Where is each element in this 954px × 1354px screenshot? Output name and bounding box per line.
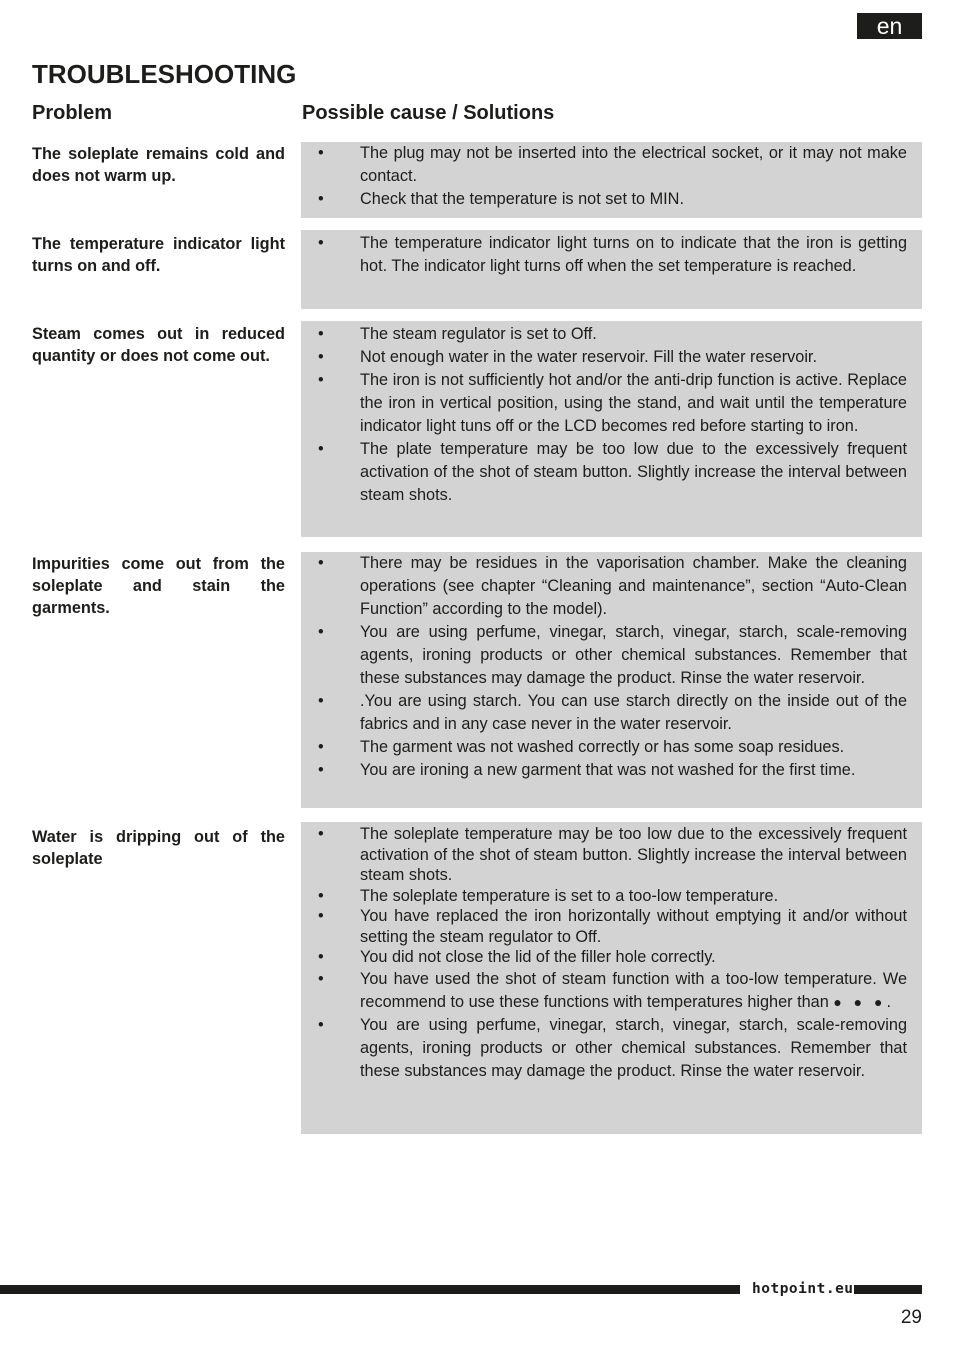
solutions-box <box>301 822 922 1134</box>
solution-item: • Not enough water in the water reservoir. Fill the water reservoir. <box>360 346 907 369</box>
solution-item: • The garment was not washed correctly or has some soap residues. <box>360 736 907 759</box>
problem-text: Steam comes out in reduced quantity or does not come out. <box>32 325 285 365</box>
solution-item: • The temperature indicator light turns on to indicate that the iron is getting hot. The indicator light turns off when the set temperature is reached. <box>360 232 907 278</box>
solution-item: • The plug may not be inserted into the electrical socket, or it may not make contact. <box>360 142 907 188</box>
solution-item: • You are using perfume, vinegar, starch, vinegar, starch, scale-removing agents, ironing products or other chemical substances. Remember that these substances may damage the product. Rinse the water reservoir. <box>360 621 907 690</box>
solution-item: • .You are using starch. You can use starch directly on the inside out of the fabrics and in any case never in the water reservoir. <box>360 690 907 736</box>
cause-column-heading: Possible cause / Solutions <box>302 102 555 124</box>
solutions-box <box>301 230 922 309</box>
solution-text-end: . <box>886 992 892 1011</box>
solution-item: • The soleplate temperature is set to a too-low temperature. <box>360 886 907 907</box>
language-badge: en <box>857 13 922 39</box>
solution-item: • The steam regulator is set to Off. <box>360 323 907 346</box>
solutions-box <box>301 552 922 808</box>
footer-bar <box>854 1285 922 1294</box>
footer-bar <box>0 1285 740 1294</box>
problem-text: The soleplate remains cold and does not warm up. <box>32 145 285 185</box>
solutions-box <box>301 142 922 218</box>
solution-text: You have used the shot of steam function with a too-low temperature. We recommend to use these functions with temperatures higher than <box>360 969 907 1011</box>
solution-item: • Check that the temperature is not set to MIN. <box>360 188 907 211</box>
temperature-dots-icon: ● ● ● <box>833 993 887 1010</box>
problem-column-heading: Problem <box>32 102 113 124</box>
solution-item: • The plate temperature may be too low due to the excessively frequent activation of the shot of steam button. Slightly increase the interval between steam shots. <box>360 438 907 507</box>
brand-url: hotpoint.eu <box>752 1281 854 1297</box>
solution-item: • There may be residues in the vaporisation chamber. Make the cleaning operations (see chapter “Cleaning and maintenance”, section “Auto-Clean Function” according to the model). <box>360 552 907 621</box>
solution-item: • The iron is not sufficiently hot and/or the anti-drip function is active. Replace the iron in vertical position, using the stand, and wait until the temperature indicator light tuns off or the LCD becomes red before starting to iron. <box>360 369 907 438</box>
page-number: 29 <box>900 1307 922 1328</box>
solution-item: • You have replaced the iron horizontally without emptying it and/or without setting the steam regulator to Off. <box>360 906 907 947</box>
page-title: TROUBLESHOOTING <box>32 59 297 89</box>
solution-item <box>360 968 907 1014</box>
solution-item: • You did not close the lid of the filler hole correctly. <box>360 947 907 968</box>
solution-item: • You are ironing a new garment that was not washed for the first time. <box>360 759 907 782</box>
problem-text: Impurities come out from the soleplate and stain the garments. <box>32 555 285 617</box>
problem-text: Water is dripping out of the soleplate <box>32 828 285 868</box>
problem-text: The temperature indicator light turns on and off. <box>32 235 285 275</box>
solution-item: • You are using perfume, vinegar, starch, vinegar, starch, scale-removing agents, ironing products or other chemical substances. Remember that these substances may damage the product. Rinse the water reservoir. <box>360 1014 907 1083</box>
solutions-box <box>301 321 922 537</box>
solution-item: • The soleplate temperature may be too low due to the excessively frequent activation of the shot of steam button. Slightly increase the interval between steam shots. <box>360 824 907 886</box>
